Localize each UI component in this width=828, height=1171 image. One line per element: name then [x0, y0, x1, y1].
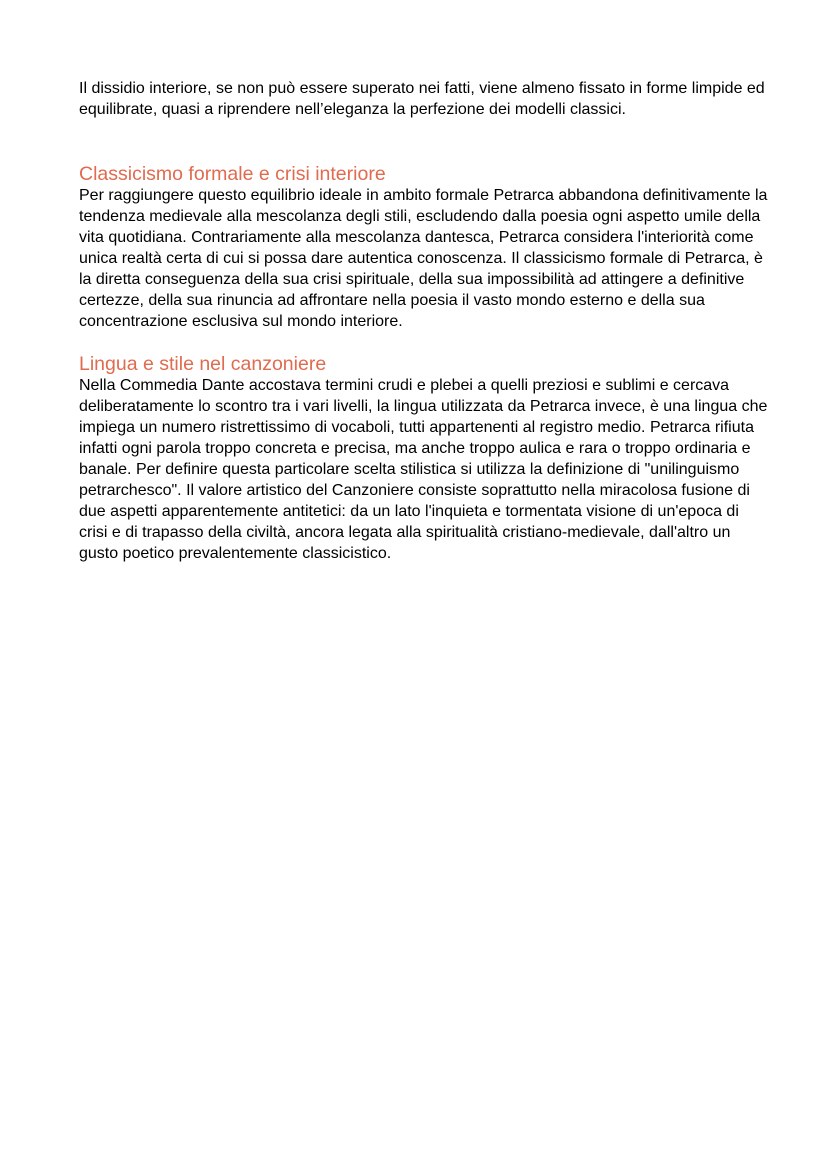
intro-paragraph: Il dissidio interiore, se non può essere superato nei fatti, viene almeno fissato in forme limpide ed equilibrate, quasi a riprendere nell’eleganza la perfezione dei modelli classici.	[79, 80, 765, 118]
section-body-classicismo: Per raggiungere questo equilibrio ideale in ambito formale Petrarca abbandona definitivamente la tendenza medievale alla mescolanza degli stili, escludendo dalla poesia ogni aspetto umile della vita quotidiana. Contrariamente alla mescolanza dantesca, Petrarca considera l'interiorità come unica realtà certa di cui si possa dare autentica conoscenza. Il classicismo formale di Petrarca, è la diretta conseguenza della sua crisi spirituale, della sua impossibilità ad attingere a definitive certezze, della sua rinuncia ad affrontare nella poesia il vasto mondo esterno e della sua concentrazione esclusiva sul mondo interiore.	[79, 187, 768, 330]
section-heading-lingua: Lingua e stile nel canzoniere	[79, 353, 327, 375]
section-heading-classicismo: Classicismo formale e crisi interiore	[79, 163, 386, 185]
document-page	[79, 78, 769, 564]
section-body-lingua: Nella Commedia Dante accostava termini crudi e plebei a quelli preziosi e sublimi e cercava deliberatamente lo scontro tra i vari livelli, la lingua utilizzata da Petrarca invece, è una lingua che impiega un numero ristrettissimo di vocaboli, tutti appartenenti al registro medio. Petrarca rifiuta infatti ogni parola troppo concreta e precisa, ma anche troppo aulica e rara o troppo ordinaria e banale. Per definire questa particolare scelta stilistica si utilizza la definizione di "unilinguismo petrarchesco". Il valore artistico del Canzoniere consiste soprattutto nella miracolosa fusione di due aspetti apparentemente antitetici: da un lato l'inquieta e tormentata visione di un'epoca di crisi e di trapasso della civiltà, ancora legata alla spiritualità cristiano-medievale, dall'altro un gusto poetico prevalentemente classicistico.	[79, 377, 768, 562]
